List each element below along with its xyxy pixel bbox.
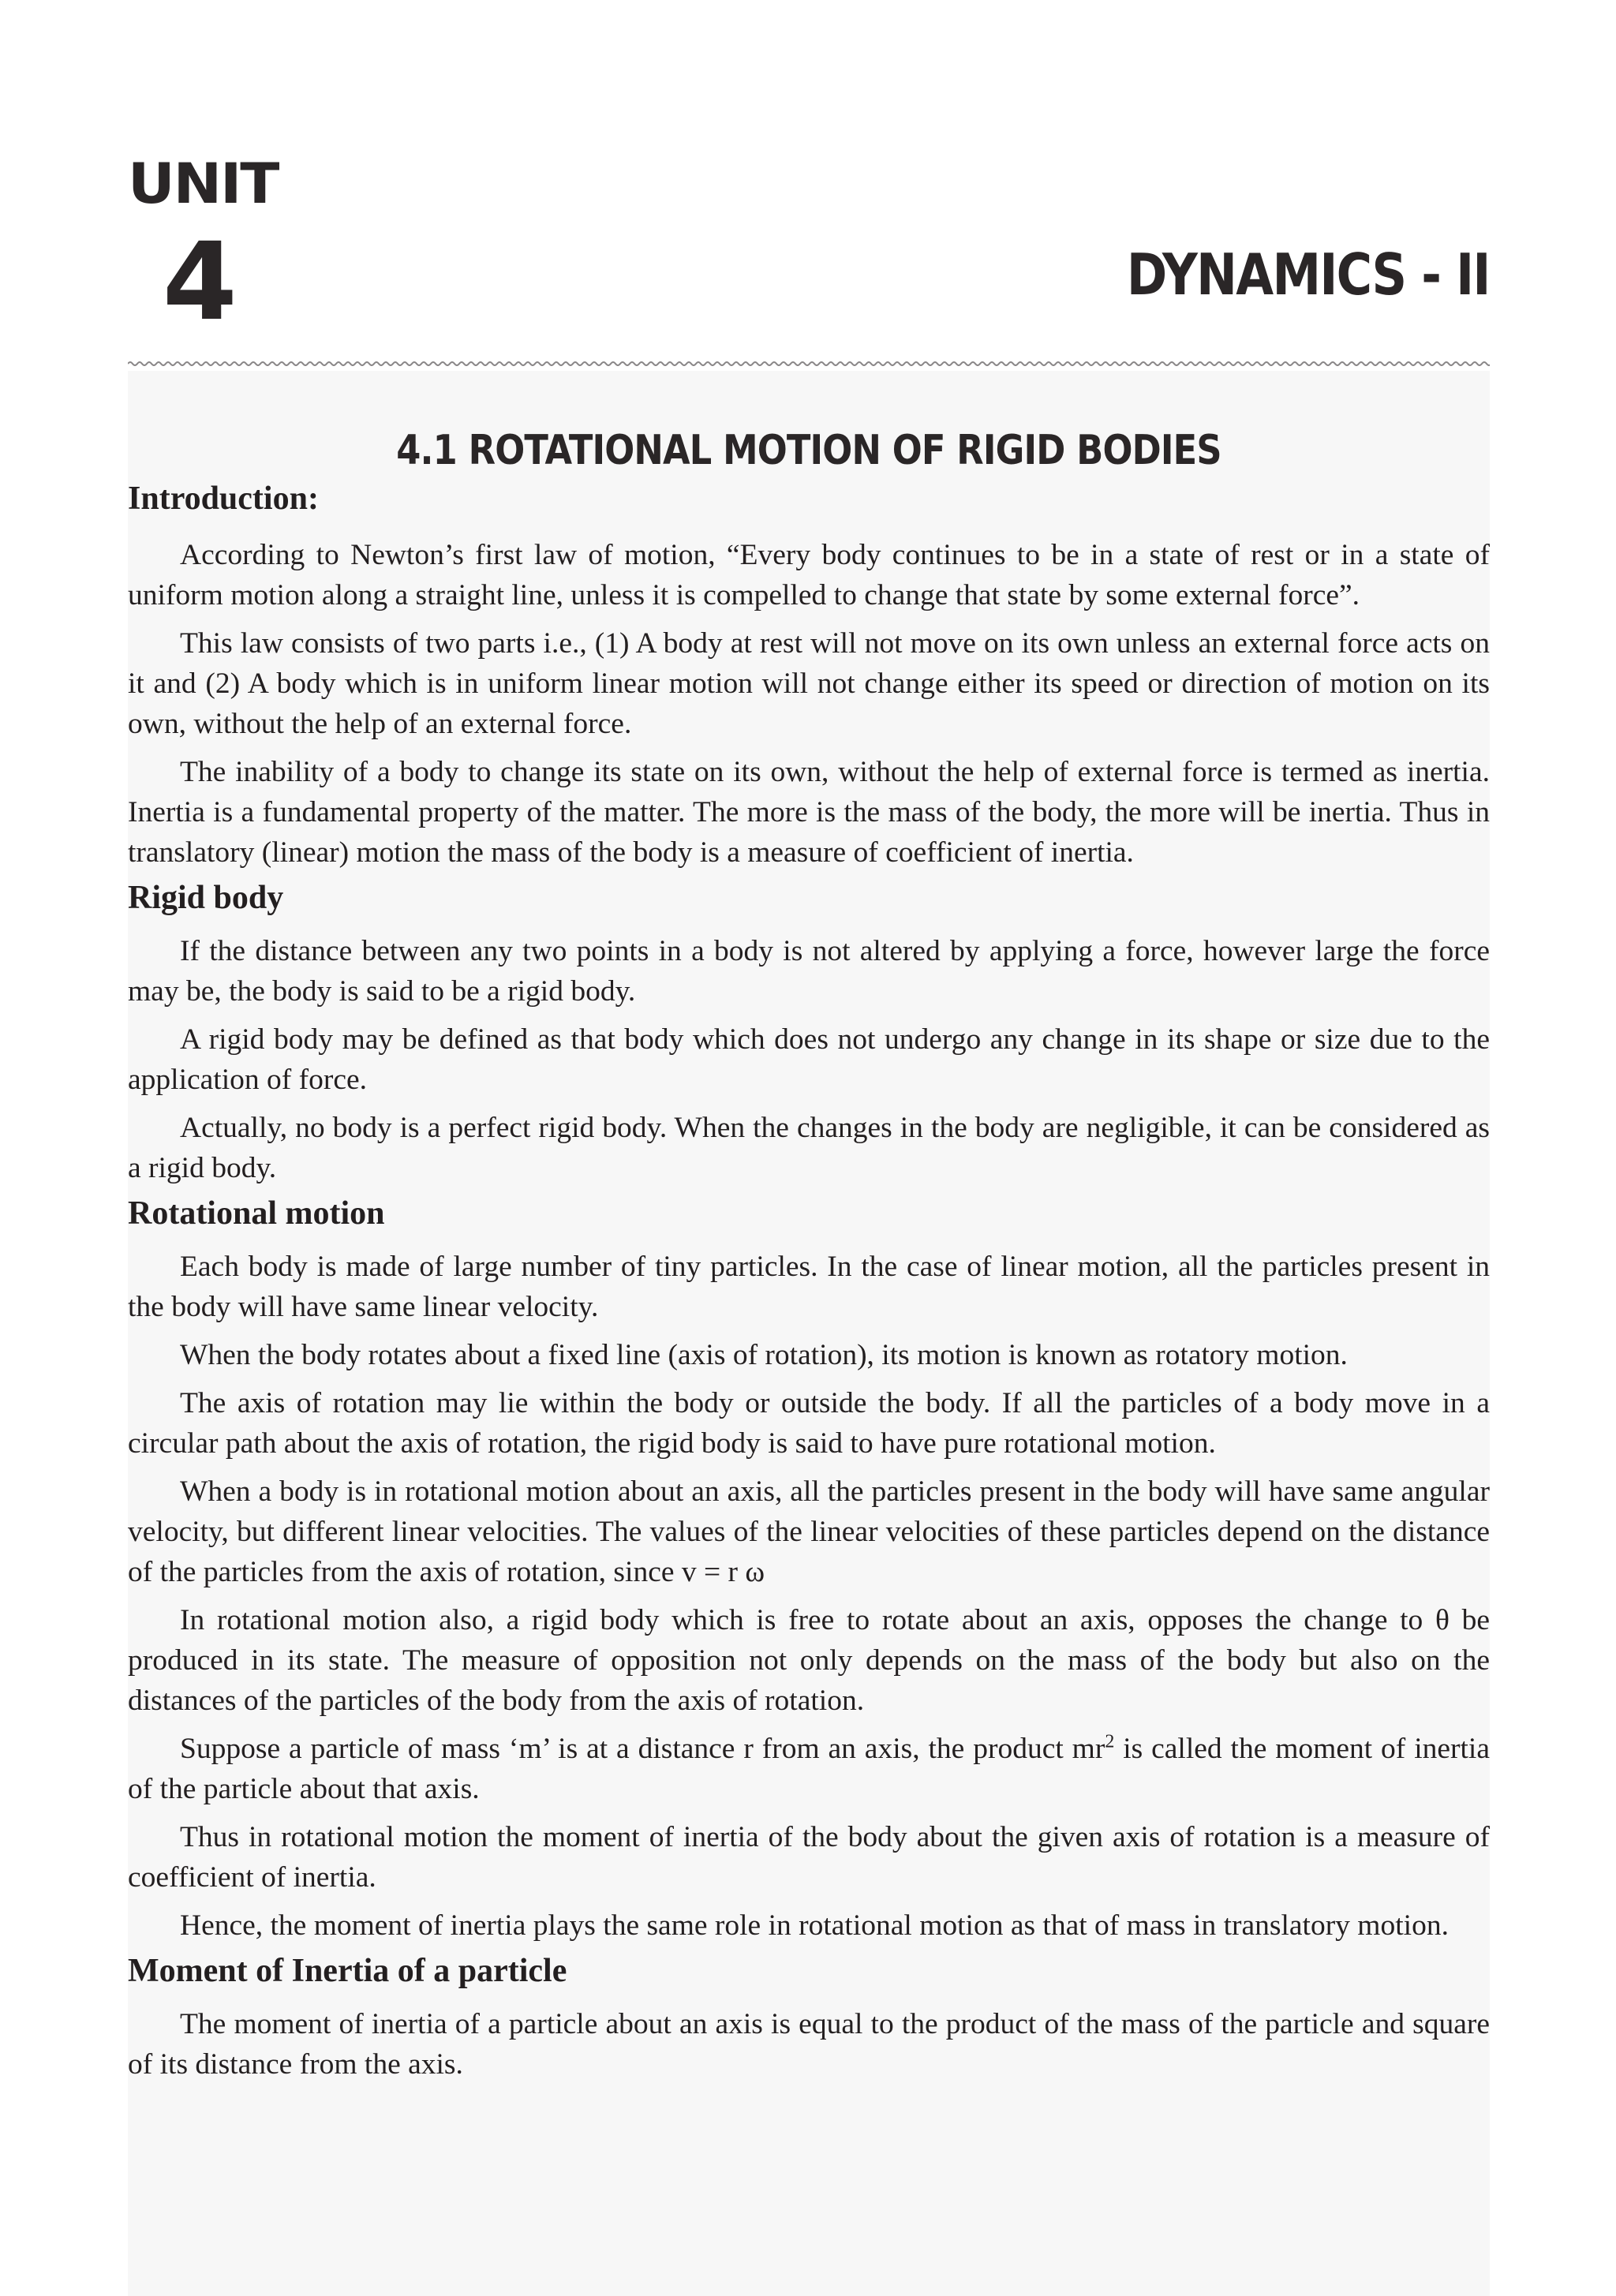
- rigid-body-paragraph: A rigid body may be defined as that body which does not undergo any change in its shape or size due to the application of force.: [128, 1023, 1490, 1096]
- main-content: [128, 478, 1490, 2085]
- rotational-motion-heading: Rotational motion: [128, 1195, 385, 1232]
- chapter-title: DYNAMICS - II: [1127, 241, 1490, 308]
- section-title: 4.1 ROTATIONAL MOTION OF RIGID BODIES: [396, 427, 1221, 474]
- moment-of-inertia-heading: Moment of Inertia of a particle: [128, 1953, 567, 1989]
- rotational-motion-paragraph: The axis of rotation may lie within the body or outside the body. If all the particles of a body move in a circular path about the axis of rotation, the rigid body is said to have pure rotational motion.: [128, 1387, 1490, 1460]
- intro-paragraph: According to Newton’s first law of motion, “Every body continues to be in a state of rest or in a state of uniform motion along a straight line, unless it is compelled to change that state by some external force”.: [128, 539, 1490, 611]
- introduction-heading: Introduction:: [128, 481, 319, 517]
- rotational-motion-paragraph: In rotational motion also, a rigid body which is free to rotate about an axis, opposes the change to θ be produced in its state. The measure of opposition not only depends on the mass of the body but also on the distances of the particles of the body from the axis of rotation.: [128, 1604, 1490, 1717]
- moment-text-after: is called the moment of inertia of the particle about that axis.: [128, 1733, 1490, 1805]
- rotational-motion-paragraph: Hence, the moment of inertia plays the same role in rotational motion as that of mass in translatory motion.: [180, 1909, 1449, 1942]
- unit-label: UNIT: [128, 151, 279, 216]
- moment-text-before: Suppose a particle of mass ‘m’ is at a distance r from an axis, the product mr: [180, 1733, 1105, 1765]
- rotational-motion-paragraph: When a body is in rotational motion about an axis, all the particles present in the body will have same angular velocity, but different linear velocities. The values of the linear velocities of these particles depend on the distance of the particles from the axis of rotation, since v = r ω: [128, 1475, 1490, 1588]
- unit-number: 4: [163, 220, 238, 345]
- rigid-body-paragraph: If the distance between any two points in a body is not altered by applying a force, however large the force may be, the body is said to be a rigid body.: [128, 935, 1490, 1008]
- rigid-body-paragraph: Actually, no body is a perfect rigid body. When the changes in the body are negligible, it can be considered as a rigid body.: [128, 1112, 1490, 1184]
- squared-superscript: 2: [1105, 1731, 1115, 1752]
- intro-paragraph: The inability of a body to change its state on its own, without the help of external force is termed as inertia. Inertia is a fundamental property of the matter. The more is the mass of the body, the more will be inertia. Thus in translatory (linear) motion the mass of the body is a measure of coefficient of inertia.: [128, 756, 1490, 869]
- wavy-divider: [128, 357, 1490, 371]
- intro-paragraph: This law consists of two parts i.e., (1) A body at rest will not move on its own unless an external force acts on it and (2) A body which is in uniform linear motion will not change either its speed or direction of motion on its own, without the help of an external force.: [128, 627, 1490, 740]
- moment-of-inertia-paragraph: The moment of inertia of a particle about an axis is equal to the product of the mass of the particle and square of its distance from the axis.: [128, 2008, 1490, 2081]
- rotational-motion-paragraph: Thus in rotational motion the moment of inertia of the body about the given axis of rotation is a measure of coefficient of inertia.: [128, 1821, 1490, 1894]
- moment-definition-paragraph: [128, 1729, 1490, 1809]
- rotational-motion-paragraph: Each body is made of large number of tiny particles. In the case of linear motion, all the particles present in the body will have same linear velocity.: [128, 1251, 1490, 1323]
- rigid-body-heading: Rigid body: [128, 880, 284, 916]
- rotational-motion-paragraph: When the body rotates about a fixed line (axis of rotation), its motion is known as rotatory motion.: [180, 1339, 1348, 1371]
